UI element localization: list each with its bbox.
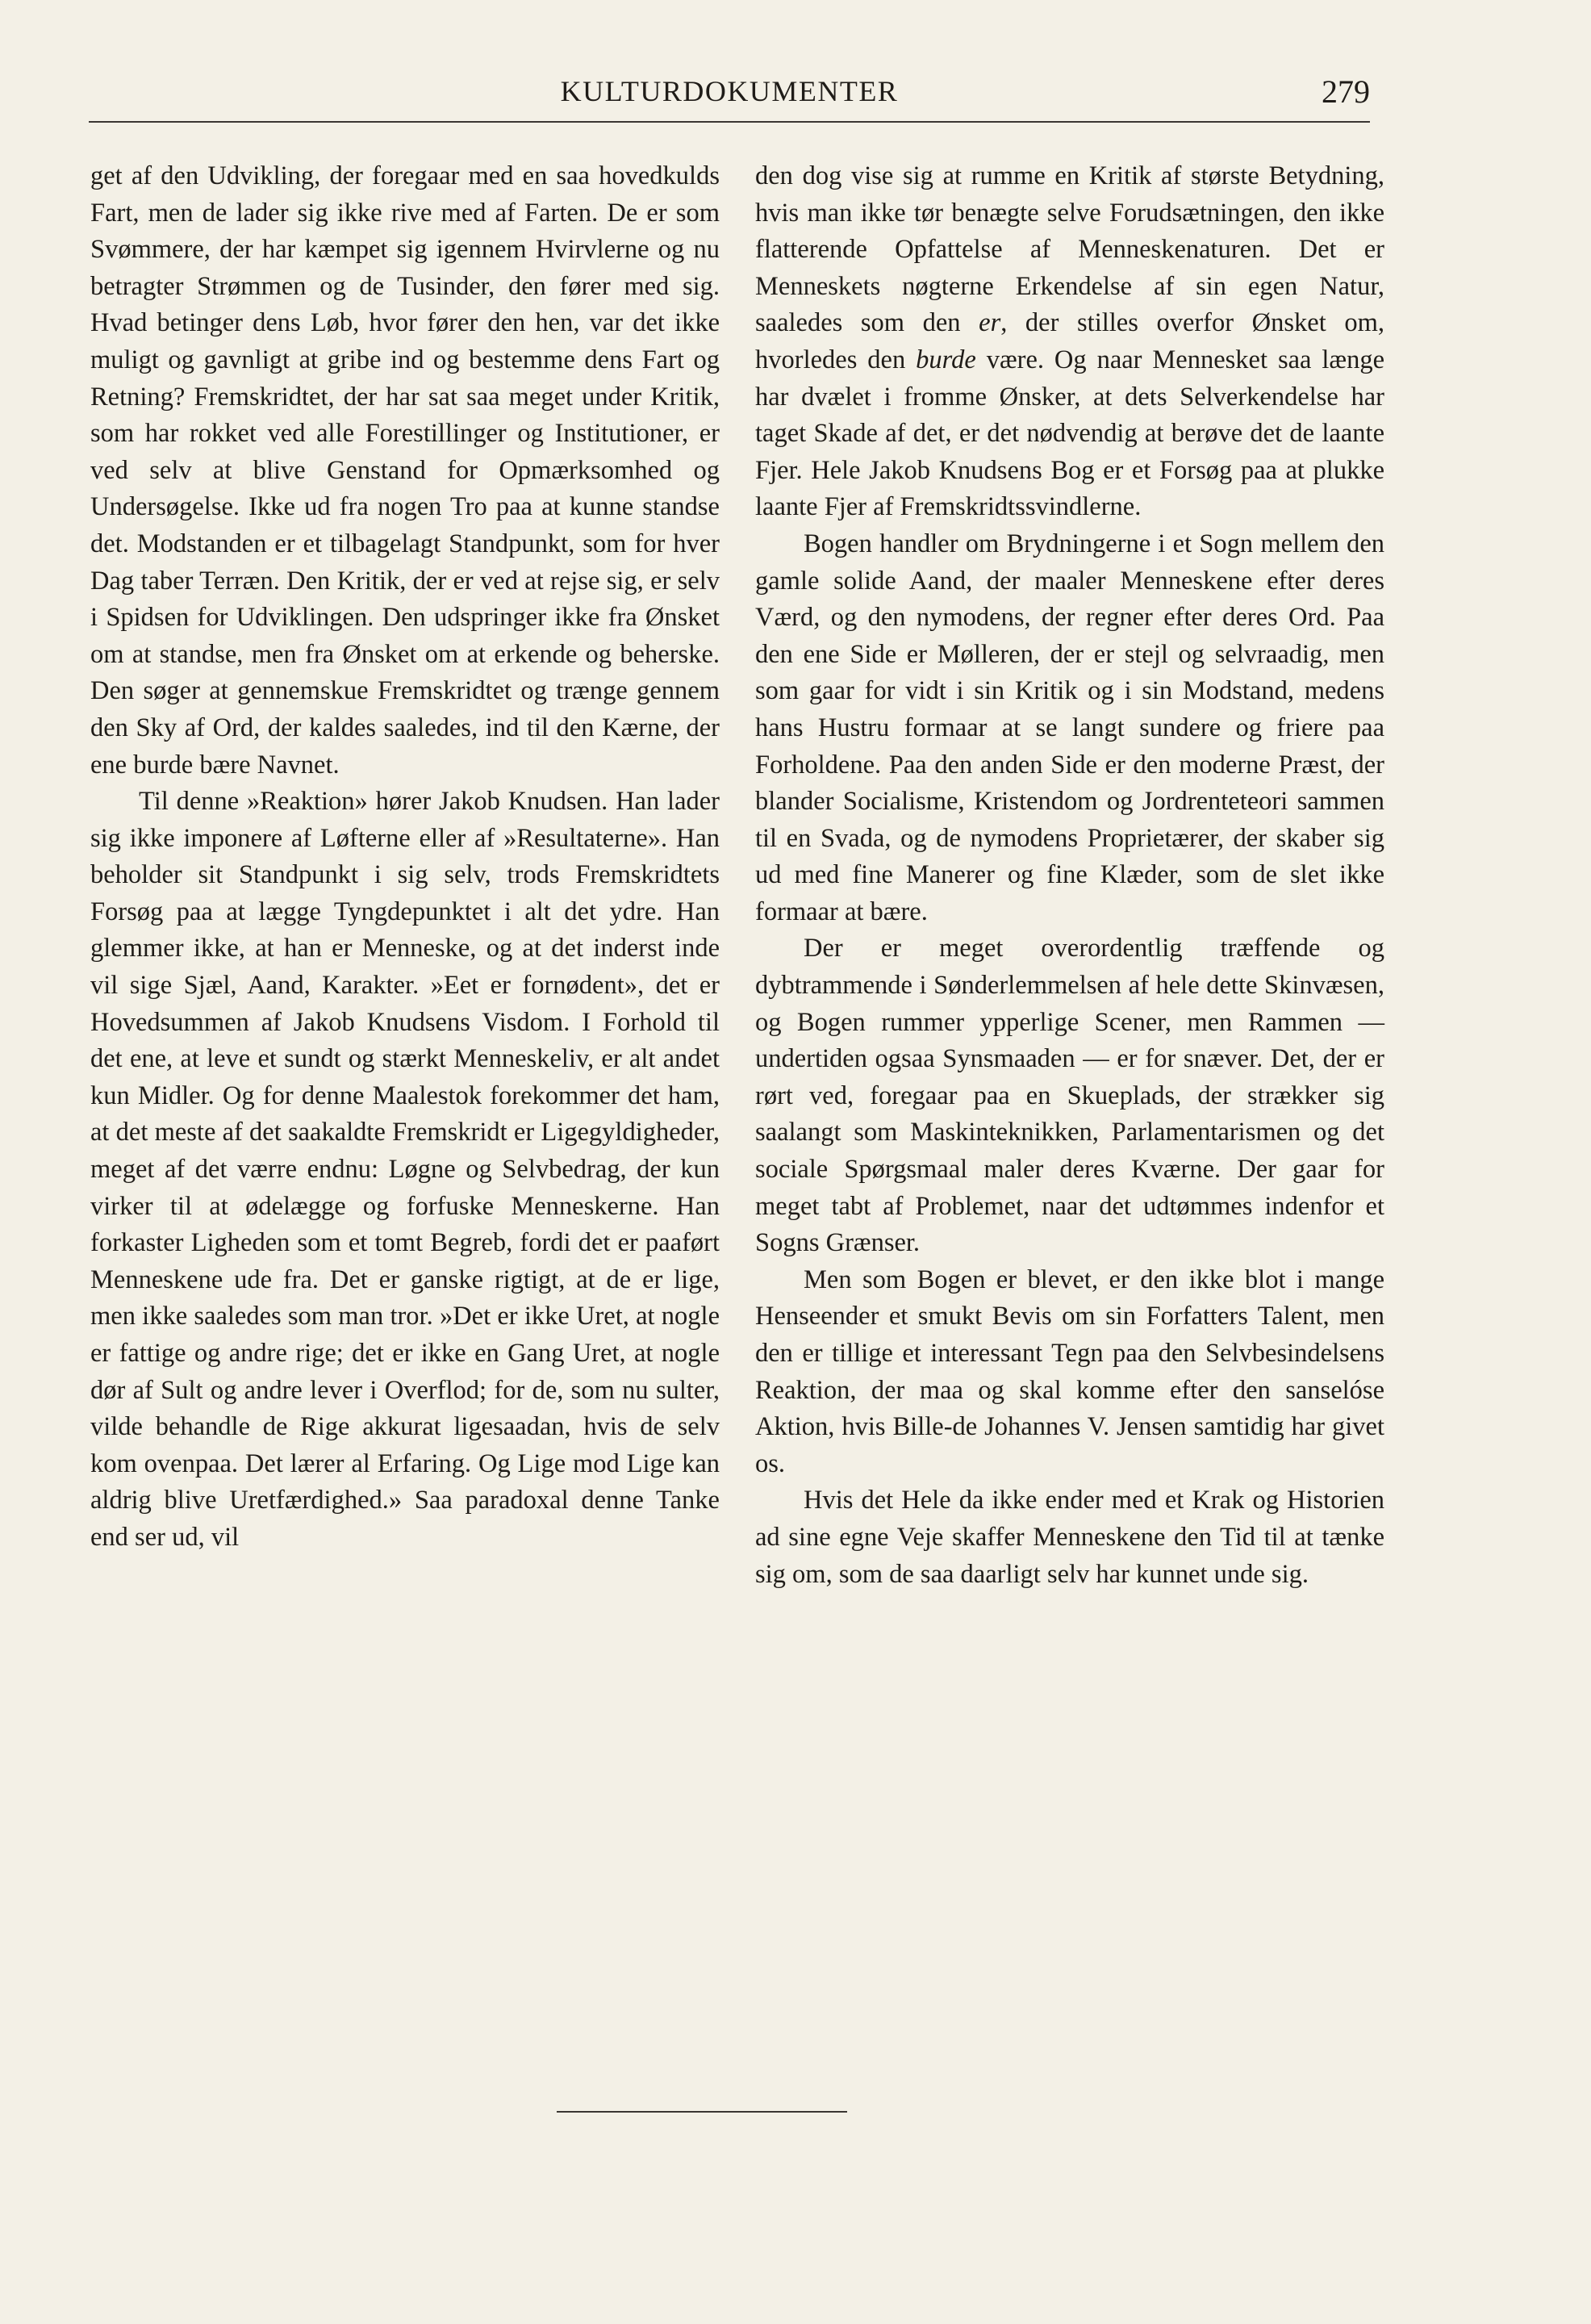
paragraph-text: den dog vise sig at rumme en Kritik af største Betydning, hvis man ikke tør benægte selve Forudsætningen, den ikke flatterende Opfattelse af Menneskenaturen. Det er Menneskets nøgterne Erkendelse af sin egen Natur, saaledes som den: [755, 161, 1384, 338]
paragraph: Hvis det Hele da ikke ender med et Krak og Historien ad sine egne Veje skaffer Menneskene den Tid til at tænke sig om, som de saa daarligt selv har kunnet unde sig.: [755, 1486, 1384, 1589]
paragraph-text: , der stilles overfor Ønsket om, hvorledes den: [755, 308, 1384, 374]
italic-word: burde: [916, 345, 976, 374]
paragraph: Bogen handler om Brydningerne i et Sogn mellem den gamle solide Aand, der maaler Menneskene efter deres Værd, og den nymodens, der regner efter deres Ord. Paa den ene Side er Mølleren, der er stejl og selvraadig, men som gaar for vidt i sin Kritik og i sin Modstand, medens hans Hustru formaar at se langt sundere og friere paa Forholdene. Paa den anden Side er den moderne Præst, der blander Socialisme, Kristendom og Jordrenteteori sammen til en Svada, og de nymodens Proprietærer, der skaber sig ud med fine Manerer og fine Klæder, som de slet ikke formaar at bære.: [755, 529, 1384, 926]
paragraph: Men som Bogen er blevet, er den ikke blot i mange Henseender et smukt Bevis om sin Forfatters Talent, men den er tillige et interessant Tegn paa den Selvbesindelsens Reaktion, der maa og skal komme efter den sanselóse Aktion, hvis Bille-de Johannes V. Jensen samtidig har givet os.: [755, 1264, 1384, 1478]
end-rule: [557, 2111, 847, 2113]
right-column: [755, 158, 1384, 1593]
paragraph: get af den Udvikling, der foregaar med en saa hovedkulds Fart, men de lader sig ikke rive med af Farten. De er som Svømmere, der har kæmpet sig igennem Hvirvlerne og nu betragter Strømmen og de Tusinder, den fører med sig. Hvad betinger dens Løb, hvor fører den hen, var det ikke muligt og gavnligt at gribe ind og bestemme dens Fart og Retning? Fremskridtet, der har sat saa meget under Kritik, som har rokket ved alle Forestillinger og Institutioner, er ved selv at blive Genstand for Opmærksomhed og Undersøgelse. Ikke ud fra nogen Tro paa at kunne standse det. Modstanden er et tilbagelagt Standpunkt, som for hver Dag taber Terræn. Den Kritik, der er ved at rejse sig, er selv i Spidsen for Udviklingen. Den udspringer ikke fra Ønsket om at standse, men fra Ønsket om at erkende og beherske. Den søger at gennemskue Fremskridtet og trænge gennem den Sky af Ord, der kaldes saaledes, ind til den Kærne, der ene burde bære Navnet.: [90, 161, 720, 780]
left-column: [90, 158, 720, 1557]
page-header: [89, 69, 1370, 123]
running-title: KULTURDOKUMENTER: [560, 75, 899, 107]
italic-word: er: [979, 308, 1001, 338]
page-number: 279: [1322, 73, 1370, 110]
paragraph-text: være. Og naar Mennesket saa længe har dvælet i fromme Ønsker, at dets Selverkendelse har taget Skade af det, er det nødvendig at berøve det de laante Fjer. Hele Jakob Knudsens Bog er et Forsøg paa at plukke laante Fjer af Fremskridtssvindlerne.: [755, 345, 1384, 522]
paragraph: Til denne »Reaktion» hører Jakob Knudsen. Han lader sig ikke imponere af Løfterne eller af »Resultaterne». Han beholder sit Standpunkt i sig selv, trods Fremskridtets Forsøg paa at lægge Tyngdepunktet i alt det ydre. Han glemmer ikke, at han er Menneske, og at det inderst inde vil sige Sjæl, Aand, Karakter. »Eet er fornødent», det er Hovedsummen af Jakob Knudsens Visdom. I Forhold til det ene, at leve et sundt og stærkt Menneskeliv, er alt andet kun Midler. Og for denne Maalestok forekommer det ham, at det meste af det saakaldte Fremskridt er Ligegyldigheder, meget af det værre endnu: Løgne og Selvbedrag, der kun virker til at ødelægge og forfuske Menneskerne. Han forkaster Ligheden som et tomt Begreb, fordi det er paaført Menneskene ude fra. Det er ganske rigtigt, at de er lige, men ikke saaledes som man tror. »Det er ikke Uret, at nogle er fattige og andre rige; det er ikke en Gang Uret, at nogle dør af Sult og andre lever i Overflod; for de, som nu sulter, vilde behandle de Rige akkurat ligesaadan, hvis de selv kom ovenpaa. Det lærer al Erfaring. Og Lige mod Lige kan aldrig blive Uretfærdighed.» Saa paradoxal denne Tanke end ser ud, vil: [90, 787, 720, 1552]
paragraph: Der er meget overordentlig træffende og dybtrammende i Sønderlemmelsen af hele dette Skinvæsen, og Bogen rummer ypperlige Scener, men Rammen — undertiden ogsaa Synsmaaden — er for snæver. Det, der er rørt ved, foregaar paa en Skueplads, der strækker sig saalangt som Maskinteknikken, Parlamentarismen og det sociale Spørgsmaal maler deres Kværne. Der gaar for meget tabt af Problemet, naar det udtømmes indenfor et Sogns Grænser.: [755, 934, 1384, 1258]
paragraph: [755, 158, 1384, 526]
